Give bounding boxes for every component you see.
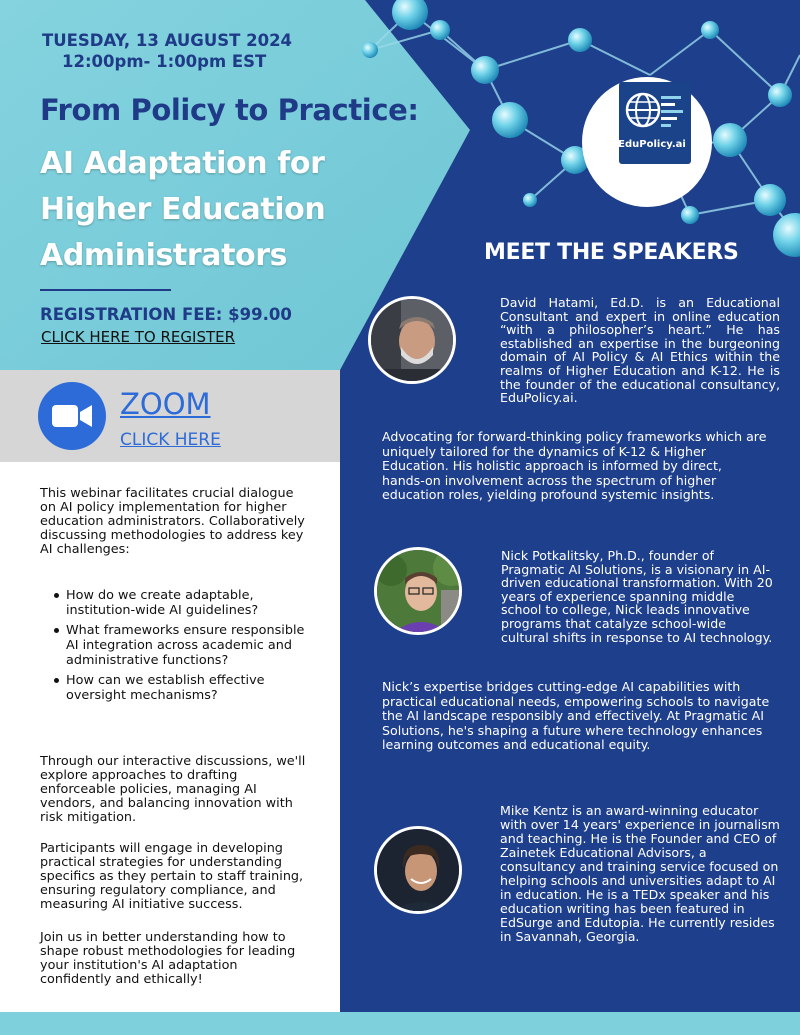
speaker-photo-mike	[374, 826, 462, 914]
zoom-camera-icon[interactable]	[38, 382, 106, 450]
register-link[interactable]: CLICK HERE TO REGISTER	[41, 328, 236, 346]
title-subtitle: AI Adaptation for Higher Education Administrators	[40, 146, 326, 273]
zoom-click-link[interactable]: CLICK HERE	[120, 430, 221, 450]
description-para3: Join us in better understanding how to shape robust methodologies for leading your institution's AI adaptation confidently and ethically!	[40, 930, 296, 987]
description-intro: This webinar facilitates crucial dialogue on AI policy implementation for higher education administrators. Collaboratively discussing methodologies to address key AI challenges:	[40, 486, 305, 557]
speaker-bio-david: David Hatami, Ed.D. is an Educational Consultant and expert in online education “with a philosopher’s heart.” He has established an expertise in the burgeoning domain of AI Policy & AI Ethics within the realms of Higher Education and K-12. He is the founder of the educational consultancy, EduPolicy.ai.	[500, 295, 780, 406]
network-decoration	[330, 0, 800, 270]
title-line1: From Policy to Practice:	[40, 93, 419, 127]
question-list	[66, 588, 316, 708]
speaker-photo-nick	[374, 547, 462, 635]
event-time: 12:00pm- 1:00pm EST	[62, 52, 267, 71]
logo-text: EduPolicy.ai	[618, 139, 686, 150]
speaker-extra-nick: Nick’s expertise bridges cutting-edge AI capabilities with practical educational needs, empowering schools to navigate the AI landscape responsibly and effectively. At Pragmatic AI Solutions, he's shaping a future where technology enhances learning outcomes and educational equity.	[382, 679, 770, 752]
list-item: How do we create adaptable, institution-wide AI guidelines?	[66, 588, 316, 618]
list-item: What frameworks ensure responsible AI integration across academic and administrative functions?	[66, 623, 316, 668]
bottom-strip	[0, 1012, 800, 1035]
registration-fee: REGISTRATION FEE: $99.00	[40, 305, 292, 324]
logo-tile	[619, 82, 691, 164]
description-para2: Participants will engage in developing practical strategies for understanding specifics as they pertain to staff training, ensuring regulatory compliance, and measuring AI initiative success.	[40, 841, 304, 912]
bullet-icon	[54, 628, 59, 633]
title-divider	[40, 289, 171, 291]
speaker-photo-david	[368, 296, 456, 384]
speaker-bio-mike: Mike Kentz is an award-winning educator with over 14 years' experience in journalism and teaching. He is the Founder and CEO of Zainetek Educational Advisors, a consultancy and training service focused on helping schools and universities adapt to AI in education. He is a TEDx speaker and his education writing has been featured in EdSurge and Edutopia. He currently resides in Savannah, Georgia.	[500, 803, 780, 944]
speaker-bio-nick: Nick Potkalitsky, Ph.D., founder of Pragmatic AI Solutions, is a visionary in AI-driven educational transformation. With 20 years of experience spanning middle school to college, Nick leads innovative programs that catalyze school-wide cultural shifts in response to AI technology.	[501, 548, 773, 645]
list-item: How can we establish effective oversight mechanisms?	[66, 673, 316, 703]
event-date: TUESDAY, 13 AUGUST 2024	[42, 31, 293, 50]
globe-icon	[619, 82, 691, 140]
bullet-icon	[54, 593, 59, 598]
bullet-icon	[54, 678, 59, 683]
speaker-extra-david: Advocating for forward-thinking policy frameworks which are uniquely tailored for the dynamics of K-12 & Higher Education. His holistic approach is informed by direct, hands-on involvement across the spectrum of higher education roles, yielding profound systemic insights.	[382, 429, 767, 502]
zoom-link[interactable]: ZOOM	[120, 387, 211, 421]
speakers-heading: MEET THE SPEAKERS	[484, 240, 739, 265]
description-para1: Through our interactive discussions, we'll explore approaches to drafting enforceable policies, managing AI vendors, and balancing innovation with risk mitigation.	[40, 754, 306, 825]
